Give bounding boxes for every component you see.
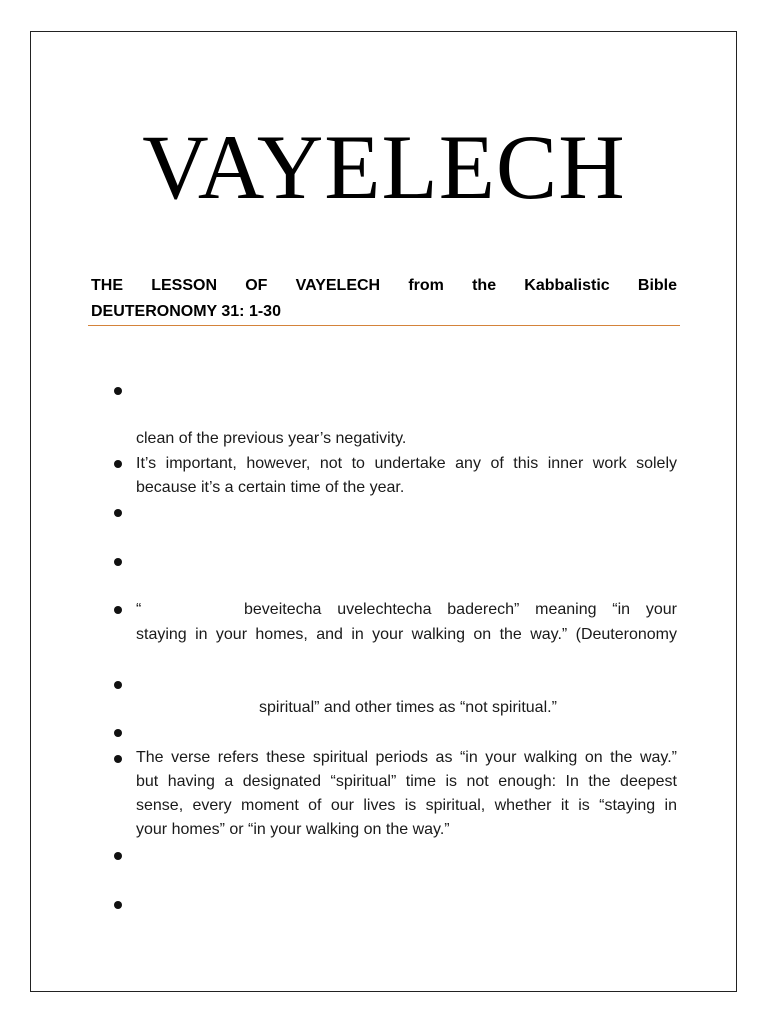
bullet-5-line-2: staying in your homes, and in your walking on the way.” (Deuteronomy [136,626,677,643]
subtitle-line-1: THE LESSON OF VAYELECH from the Kabbalistic Bible [91,277,677,294]
bullet-marker [114,729,122,737]
bullet-6-line-2: spiritual” and other times as “not spiritual.” [259,699,557,716]
bullet-8-line-2: but having a designated “spiritual” time is not enough: In the deepest [136,773,677,790]
subtitle-line-2: DEUTERONOMY 31: 1-30 [91,303,281,320]
bullet-marker [114,509,122,517]
bullet-8-line-3: sense, every moment of our lives is spiritual, whether it is “staying in [136,797,677,814]
bullet-marker [114,387,122,395]
bullet-1-line-2: clean of the previous year’s negativity. [136,430,407,447]
bullet-marker [114,558,122,566]
bullet-marker [114,755,122,763]
bullet-marker [114,460,122,468]
bullet-8-line-1: The verse refers these spiritual periods as “in your walking on the way.” [136,749,677,766]
bullet-8-line-4: your homes” or “in your walking on the way.” [136,821,450,838]
bullet-marker [114,606,122,614]
bullet-2-line-1: It’s important, however, not to undertake any of this inner work solely [136,455,677,472]
bullet-5-line-1: beveitecha uvelechtecha baderech” meaning “in your [244,601,677,618]
bullet-2-line-2: because it’s a certain time of the year. [136,479,405,496]
bullet-marker [114,681,122,689]
document-title: VAYELECH [142,116,626,218]
bullet-5-open-quote: “ [136,601,142,618]
bullet-marker [114,852,122,860]
bullet-marker [114,901,122,909]
